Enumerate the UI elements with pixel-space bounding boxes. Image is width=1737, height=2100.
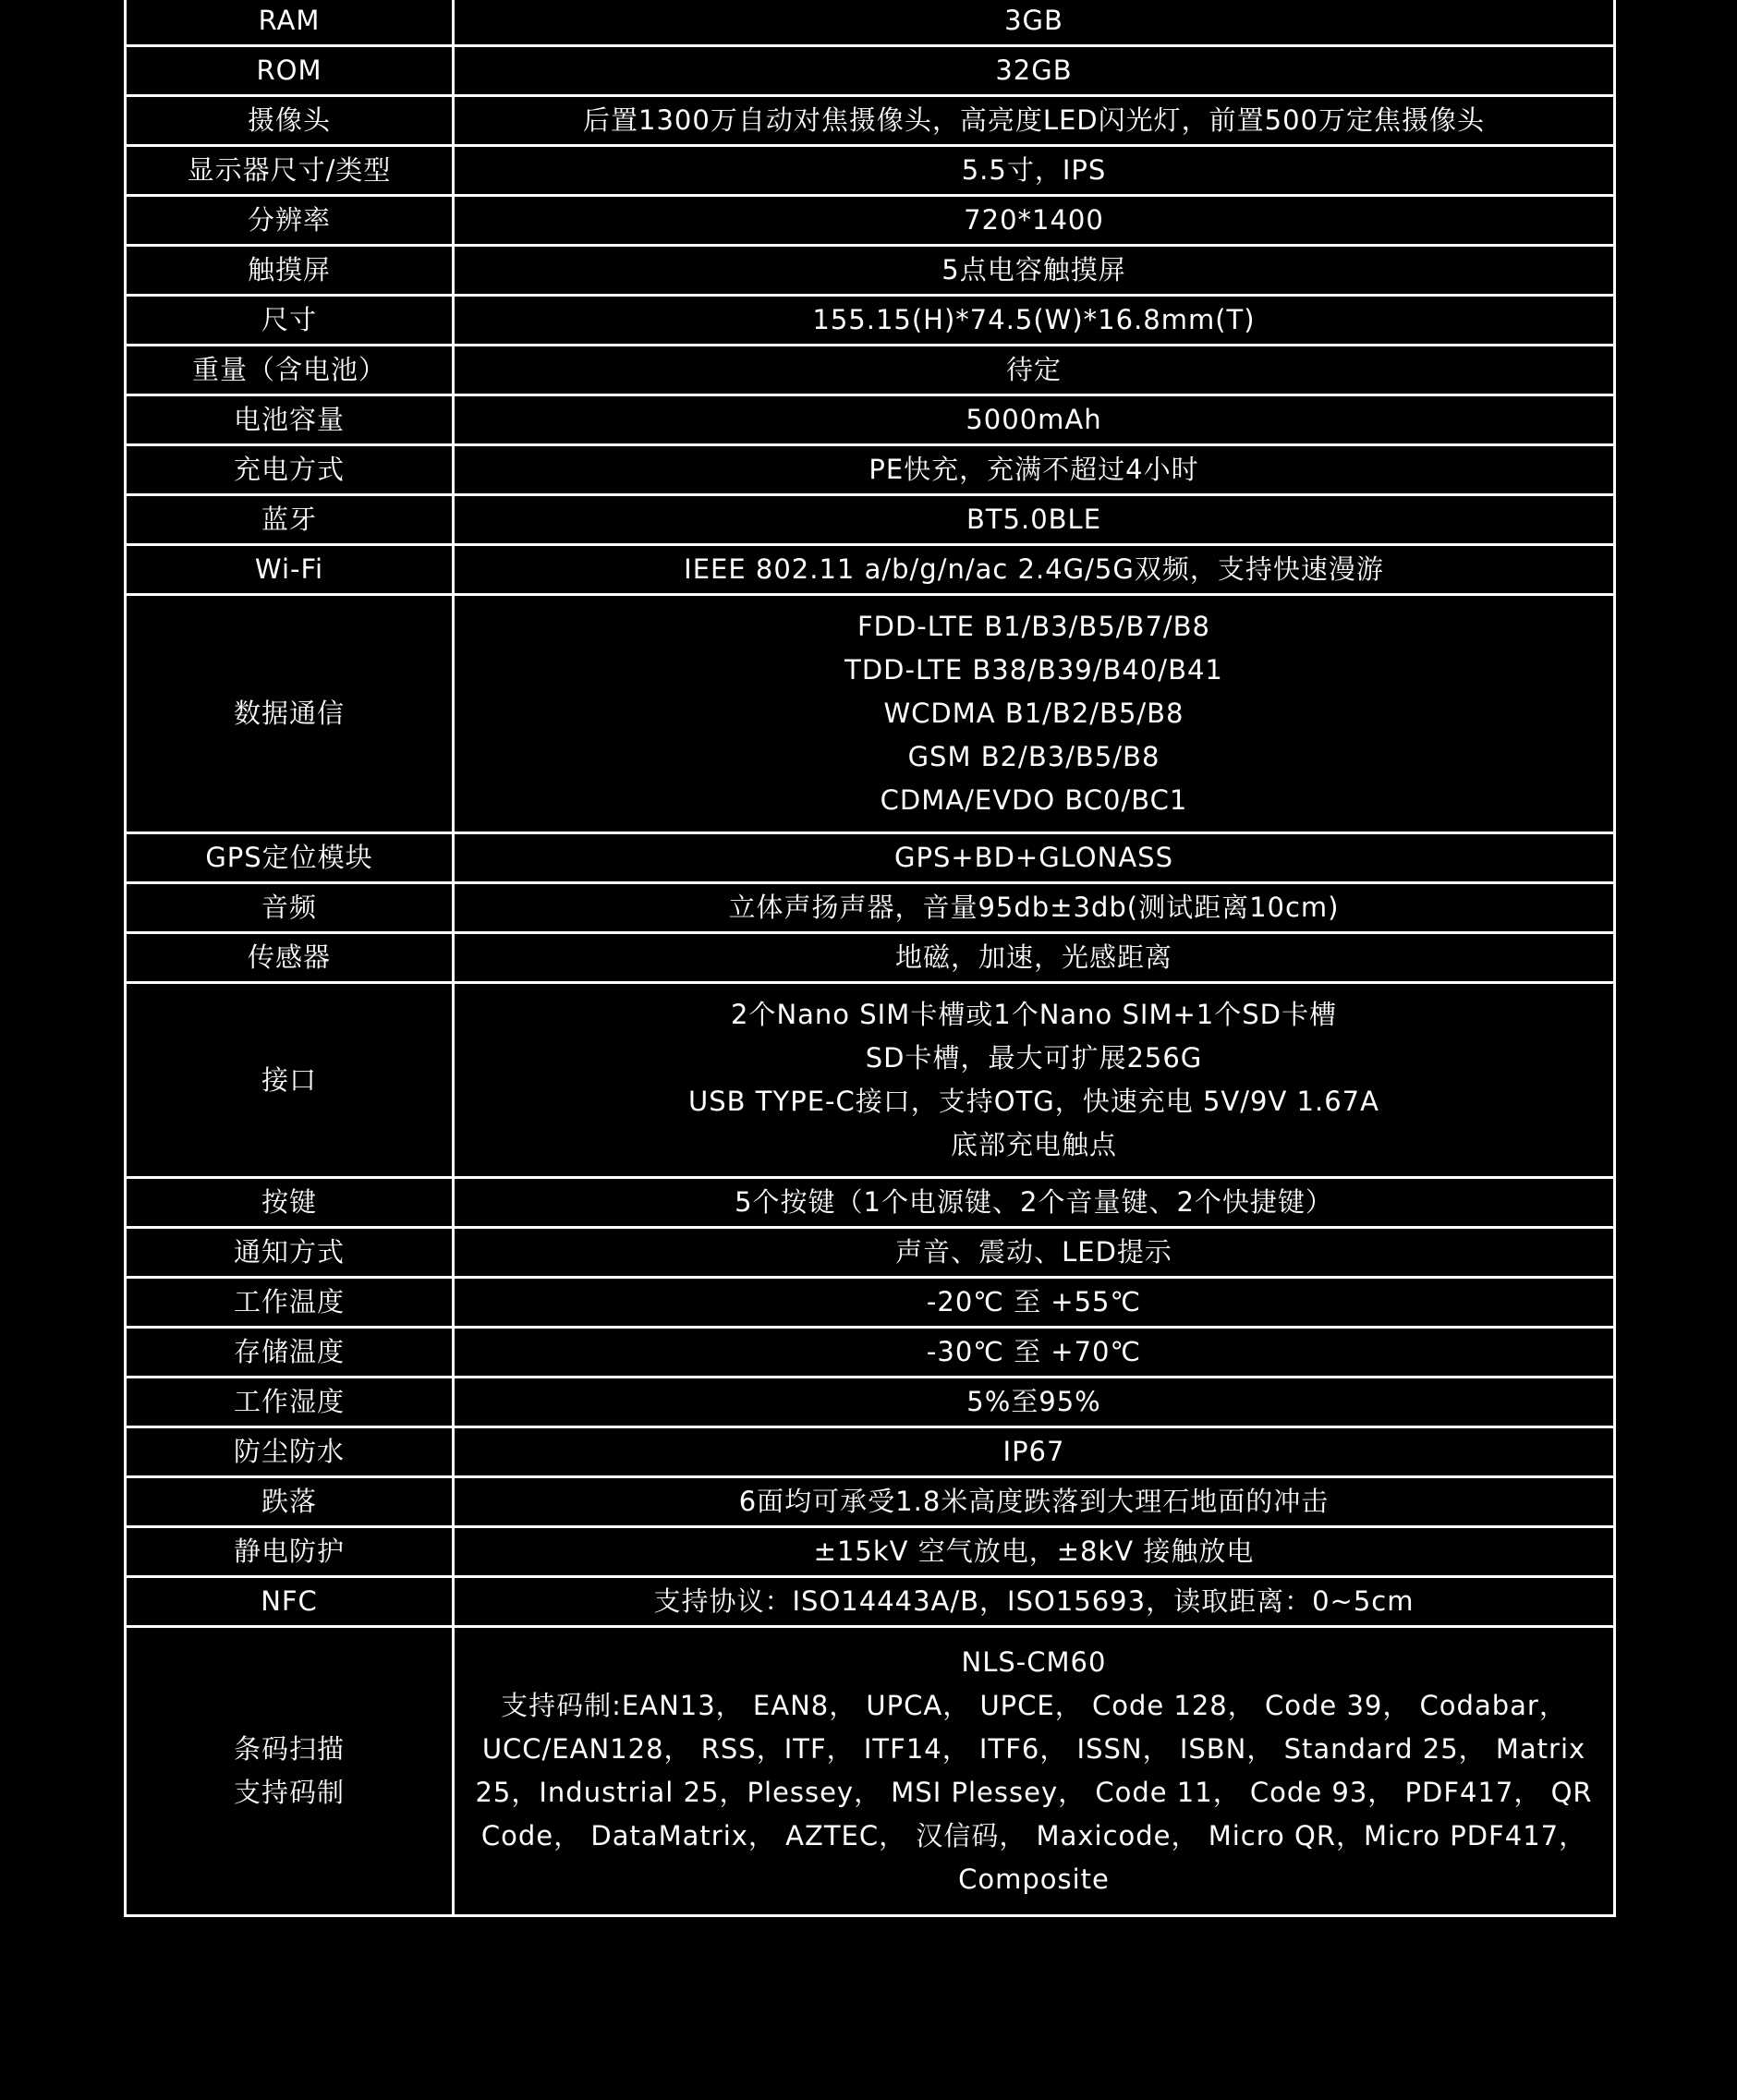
spec-label-cell	[126, 833, 454, 883]
spec-label-cell	[126, 1427, 454, 1477]
spec-value: SD卡槽，最大可扩展256G	[865, 1042, 1203, 1074]
spec-label: 传感器	[247, 941, 331, 973]
spec-label-cell	[126, 1378, 454, 1427]
spec-label-cell	[126, 883, 454, 933]
spec-label: Wi-Fi	[254, 553, 324, 585]
spec-label-cell	[126, 246, 454, 296]
spec-label: 显示器尺寸/类型	[187, 154, 392, 186]
spec-label: 音频	[261, 892, 317, 923]
spec-value: 5000mAh	[966, 404, 1102, 435]
spec-value: ±15kV 空气放电，±8kV 接触放电	[813, 1536, 1255, 1567]
spec-value: 5.5寸，IPS	[961, 154, 1107, 186]
spec-value: 25，Industrial 25，Plessey， MSI Plessey， Code 11， Code 93， PDF417， QR	[475, 1777, 1593, 1808]
spec-value-cell	[454, 545, 1615, 595]
spec-row	[126, 246, 1615, 296]
spec-label: 摄像头	[247, 104, 331, 136]
spec-value-cell	[454, 46, 1615, 96]
spec-value: Code， DataMatrix， AZTEC， 汉信码， Maxicode， Micro QR，Micro PDF417，	[480, 1820, 1587, 1851]
spec-label: NFC	[261, 1585, 318, 1617]
spec-value: NLS-CM60	[961, 1646, 1107, 1678]
spec-label: RAM	[258, 5, 321, 36]
spec-label: 触摸屏	[247, 254, 331, 285]
spec-label: 电池容量	[233, 404, 345, 435]
spec-label: 重量（含电池）	[191, 354, 386, 385]
spec-label-cell	[126, 0, 454, 46]
spec-value-cell	[454, 1527, 1615, 1577]
spec-label-cell	[126, 1477, 454, 1527]
spec-value: 待定	[1005, 354, 1062, 385]
spec-label: 按键	[261, 1186, 317, 1218]
spec-value: 5点电容触摸屏	[941, 254, 1126, 285]
spec-value: GPS+BD+GLONASS	[894, 842, 1173, 873]
spec-row	[126, 1577, 1615, 1627]
spec-value: BT5.0BLE	[966, 504, 1102, 535]
spec-label-cell	[126, 445, 454, 495]
spec-value-cell	[454, 445, 1615, 495]
spec-label: 静电防护	[233, 1536, 345, 1567]
spec-label-cell	[126, 196, 454, 246]
spec-value: GSM B2/B3/B5/B8	[907, 741, 1160, 772]
spec-value: Composite	[958, 1863, 1110, 1895]
spec-label-cell	[126, 146, 454, 196]
spec-label: 蓝牙	[261, 504, 317, 535]
spec-row	[126, 1228, 1615, 1278]
spec-value: -20℃ 至 +55℃	[926, 1286, 1142, 1317]
spec-label-cell	[126, 296, 454, 346]
spec-label: 工作温度	[233, 1286, 345, 1317]
spec-row	[126, 395, 1615, 445]
spec-row	[126, 1527, 1615, 1577]
spec-label: 尺寸	[261, 304, 317, 335]
spec-row	[126, 833, 1615, 883]
spec-label-cell	[126, 1178, 454, 1228]
spec-table-body	[126, 0, 1615, 1916]
spec-value-cell	[454, 495, 1615, 545]
spec-row	[126, 1627, 1615, 1916]
spec-value-cell	[454, 346, 1615, 395]
spec-value-cell	[454, 1627, 1615, 1916]
spec-value: 3GB	[1004, 5, 1063, 36]
spec-label: 通知方式	[233, 1236, 345, 1268]
spec-value-cell	[454, 1178, 1615, 1228]
spec-label-cell	[126, 545, 454, 595]
spec-value: 5%至95%	[966, 1386, 1101, 1417]
spec-label-cell	[126, 1577, 454, 1627]
spec-label: 接口	[261, 1063, 317, 1096]
spec-row	[126, 495, 1615, 545]
spec-row	[126, 1278, 1615, 1328]
spec-value-cell	[454, 96, 1615, 146]
spec-row	[126, 296, 1615, 346]
spec-label-cell	[126, 96, 454, 146]
spec-value-cell	[454, 296, 1615, 346]
spec-value-cell	[454, 246, 1615, 296]
spec-row	[126, 1178, 1615, 1228]
spec-label-cell	[126, 1328, 454, 1378]
spec-value-cell	[454, 1328, 1615, 1378]
spec-label: 存储温度	[233, 1336, 345, 1367]
spec-label-cell	[126, 1527, 454, 1577]
spec-row	[126, 545, 1615, 595]
spec-value-cell	[454, 395, 1615, 445]
spec-value-cell	[454, 983, 1615, 1178]
spec-row	[126, 196, 1615, 246]
spec-value: UCC/EAN128， RSS，ITF， ITF14， ITF6， ISSN， ISBN， Standard 25， Matrix	[481, 1733, 1586, 1765]
spec-value: 32GB	[995, 55, 1073, 86]
spec-label-cell	[126, 1627, 454, 1916]
spec-value-cell	[454, 883, 1615, 933]
spec-row	[126, 346, 1615, 395]
spec-value: PE快充，充满不超过4小时	[868, 454, 1199, 485]
spec-value: 底部充电触点	[950, 1129, 1117, 1160]
spec-value: WCDMA B1/B2/B5/B8	[883, 698, 1184, 729]
spec-value: 声音、震动、LED提示	[895, 1236, 1172, 1268]
spec-value-cell	[454, 1577, 1615, 1627]
spec-row	[126, 1378, 1615, 1427]
spec-label-cell	[126, 595, 454, 833]
spec-row	[126, 46, 1615, 96]
spec-label-cell	[126, 46, 454, 96]
spec-value: 6面均可承受1.8米高度跌落到大理石地面的冲击	[738, 1486, 1330, 1517]
spec-row	[126, 883, 1615, 933]
spec-value: IP67	[1002, 1436, 1065, 1467]
spec-row	[126, 1328, 1615, 1378]
spec-row	[126, 983, 1615, 1178]
spec-row	[126, 0, 1615, 46]
spec-value-cell	[454, 1378, 1615, 1427]
spec-row	[126, 933, 1615, 983]
spec-row	[126, 1477, 1615, 1527]
spec-label: 工作湿度	[233, 1386, 345, 1417]
spec-row	[126, 445, 1615, 495]
spec-label: 分辨率	[247, 204, 331, 236]
spec-value: 支持码制:EAN13， EAN8， UPCA， UPCE， Code 128， Code 39， Codabar，	[501, 1690, 1567, 1721]
spec-label: 防尘防水	[233, 1436, 345, 1467]
spec-row	[126, 96, 1615, 146]
spec-label: GPS定位模块	[205, 842, 373, 873]
spec-value: 2个Nano SIM卡槽或1个Nano SIM+1个SD卡槽	[731, 999, 1337, 1030]
spec-value: TDD-LTE B38/B39/B40/B41	[844, 654, 1223, 686]
spec-value: CDMA/EVDO BC0/BC1	[880, 784, 1188, 816]
spec-value-cell	[454, 595, 1615, 833]
spec-value: 155.15(H)*74.5(W)*16.8mm(T)	[812, 304, 1256, 335]
spec-value-cell	[454, 1228, 1615, 1278]
spec-label-cell	[126, 1228, 454, 1278]
spec-value: IEEE 802.11 a/b/g/n/ac 2.4G/5G双频，支持快速漫游	[684, 553, 1384, 585]
spec-row	[126, 1427, 1615, 1477]
spec-label-cell	[126, 346, 454, 395]
spec-value: 立体声扬声器，音量95db±3db(测试距离10cm)	[728, 892, 1340, 923]
spec-label-cell	[126, 495, 454, 545]
spec-value: FDD-LTE B1/B3/B5/B7/B8	[856, 611, 1211, 642]
spec-label-cell	[126, 983, 454, 1178]
spec-label: ROM	[256, 55, 322, 86]
spec-label: 跌落	[261, 1486, 317, 1517]
spec-value-cell	[454, 833, 1615, 883]
spec-label-cell	[126, 395, 454, 445]
spec-value: 5个按键（1个电源键、2个音量键、2个快捷键）	[735, 1186, 1333, 1218]
spec-value-cell	[454, 1278, 1615, 1328]
spec-value: -30℃ 至 +70℃	[926, 1336, 1142, 1367]
spec-value-cell	[454, 0, 1615, 46]
spec-value-cell	[454, 196, 1615, 246]
spec-value-cell	[454, 146, 1615, 196]
spec-value-cell	[454, 1427, 1615, 1477]
spec-label: 支持码制	[233, 1777, 345, 1808]
spec-value-cell	[454, 1477, 1615, 1527]
spec-row	[126, 595, 1615, 833]
spec-value: 地磁，加速，光感距离	[894, 941, 1172, 973]
spec-label-cell	[126, 933, 454, 983]
spec-label-cell	[126, 1278, 454, 1328]
spec-row	[126, 146, 1615, 196]
spec-label: 条码扫描	[233, 1733, 345, 1765]
spec-value: 后置1300万自动对焦摄像头，高亮度LED闪光灯，前置500万定焦摄像头	[583, 104, 1485, 136]
spec-label: 数据通信	[233, 698, 345, 729]
spec-value: 支持协议：ISO14443A/B，ISO15693，读取距离：0~5cm	[653, 1585, 1415, 1617]
spec-value: 720*1400	[964, 204, 1104, 236]
spec-value: USB TYPE-C接口，支持OTG，快速充电 5V/9V 1.67A	[688, 1086, 1379, 1117]
spec-label: 充电方式	[233, 454, 345, 485]
spec-table	[124, 0, 1616, 1917]
spec-value-cell	[454, 933, 1615, 983]
